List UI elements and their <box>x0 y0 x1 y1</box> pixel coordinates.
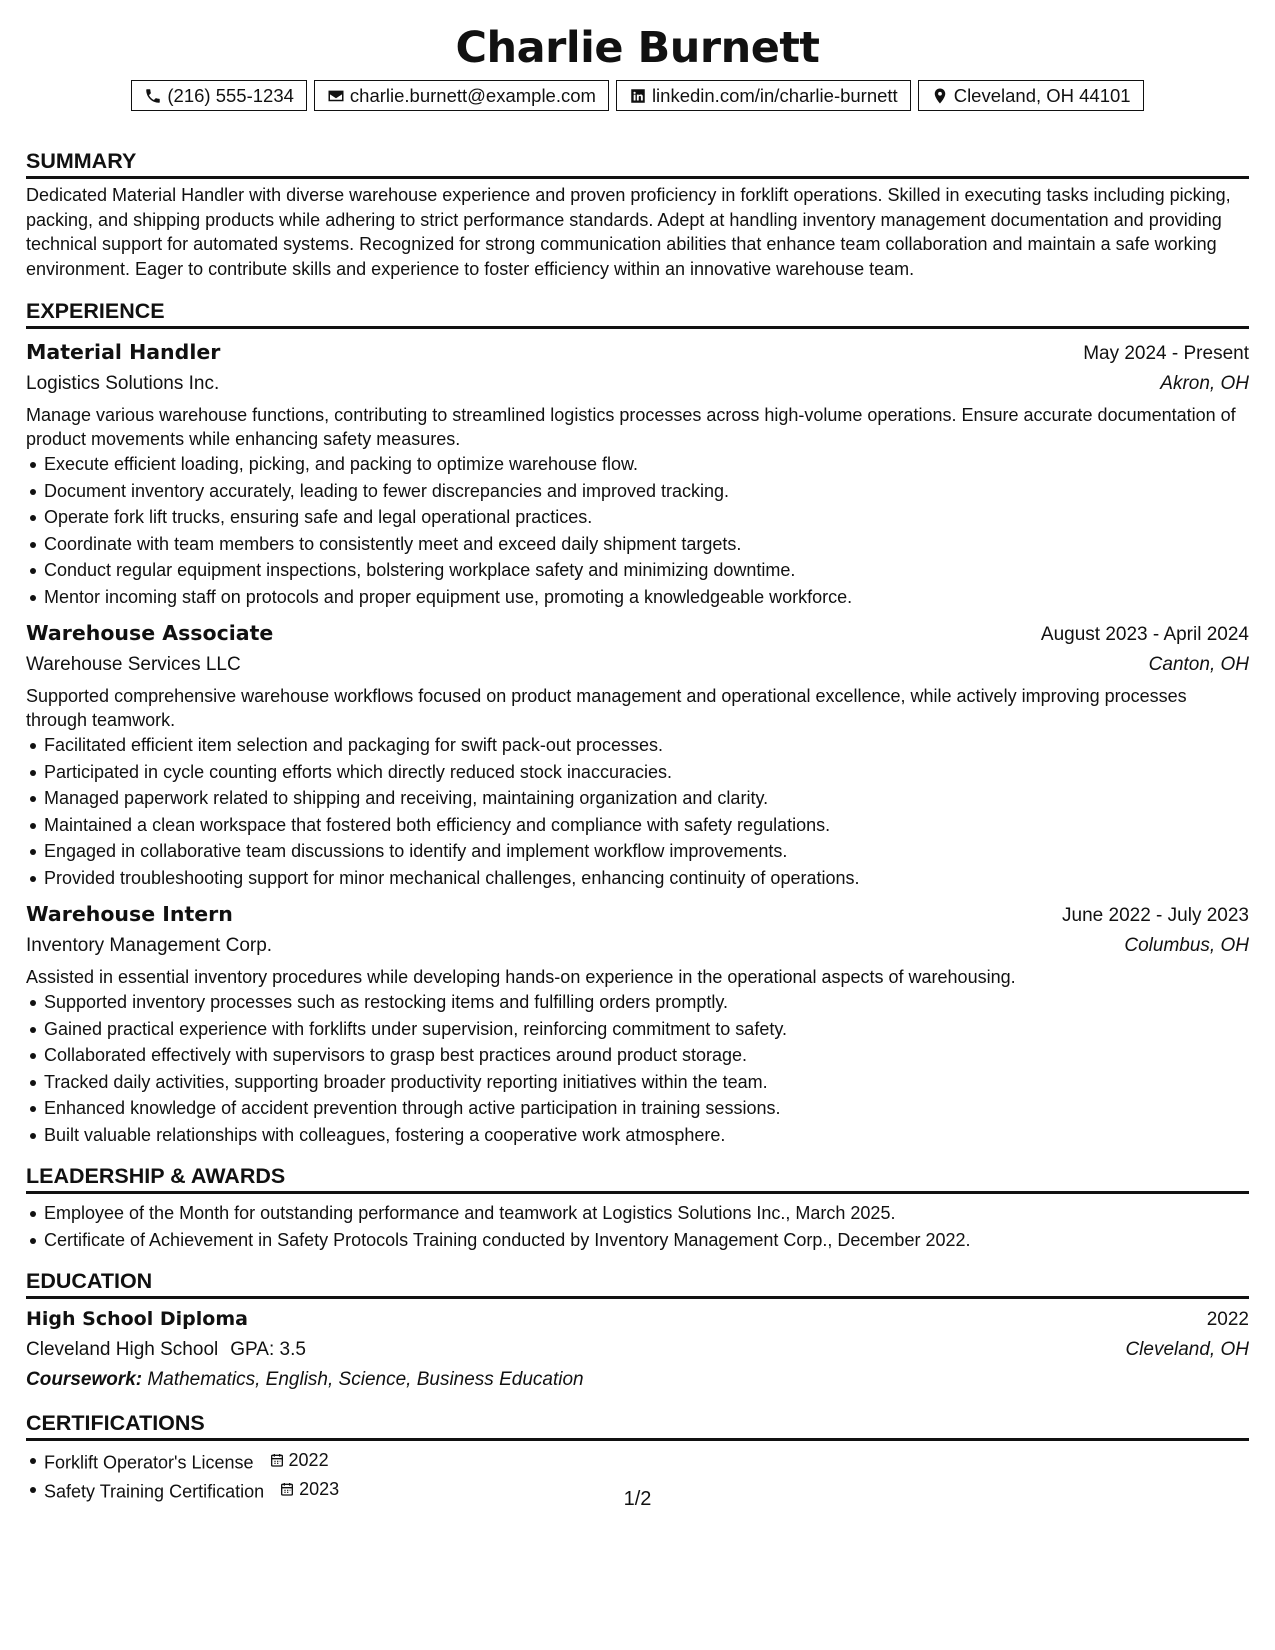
job-description: Assisted in essential inventory procedures while developing hands-on experience in the operational aspects of warehousing. <box>26 967 1016 987</box>
job-title: Warehouse Intern <box>26 902 233 926</box>
contact-email-text: charlie.burnett@example.com <box>349 84 596 106</box>
job-description: Supported comprehensive warehouse workflows focused on product management and operational excellence, while actively improving processes through teamwork. <box>26 686 1187 730</box>
job-company: Logistics Solutions Inc. <box>26 373 220 394</box>
contact-bar <box>26 80 1249 111</box>
list-item: Built valuable relationships with colleagues, fostering a cooperative work atmosphere. <box>26 1122 1249 1149</box>
contact-phone[interactable] <box>131 80 307 111</box>
contact-phone-text: (216) 555-1234 <box>167 84 294 106</box>
job-bullets <box>26 989 1249 1148</box>
job-location: Akron, OH <box>1160 373 1249 394</box>
list-item: Employee of the Month for outstanding performance and teamwork at Logistics Solutions Inc., March 2025. <box>26 1200 1249 1227</box>
job-entry <box>26 618 1249 891</box>
list-item: Participated in cycle counting efforts which directly reduced stock inaccuracies. <box>26 759 1249 786</box>
list-item: Mentor incoming staff on protocols and proper equipment use, promoting a knowledgeable workforce. <box>26 584 1249 611</box>
cert-year: 2023 <box>299 1478 340 1499</box>
contact-linkedin-text: linkedin.com/in/charlie-burnett <box>651 84 898 106</box>
job-company: Warehouse Services LLC <box>26 654 241 675</box>
job-dates: August 2023 - April 2024 <box>1040 624 1249 645</box>
coursework-text: Mathematics, English, Science, Business Education <box>147 1369 584 1390</box>
education-location: Cleveland, OH <box>1125 1339 1249 1360</box>
list-item: Provided troubleshooting support for minor mechanical challenges, enhancing continuity of operations. <box>26 865 1249 892</box>
contact-email[interactable] <box>314 80 609 111</box>
job-company: Inventory Management Corp. <box>26 935 273 956</box>
candidate-name: Charlie Burnett <box>455 23 820 73</box>
job-bullets <box>26 732 1249 891</box>
list-item <box>26 1447 1249 1476</box>
education-entry <box>26 1305 1249 1395</box>
job-location: Canton, OH <box>1148 654 1249 675</box>
list-item: Document inventory accurately, leading to fewer discrepancies and improved tracking. <box>26 478 1249 505</box>
envelope-icon <box>327 87 345 105</box>
contact-location-text: Cleveland, OH 44101 <box>953 84 1131 106</box>
list-item: Operate fork lift trucks, ensuring safe and legal operational practices. <box>26 504 1249 531</box>
page-number: 1/2 <box>623 1488 652 1510</box>
phone-icon <box>144 87 162 105</box>
list-item: Tracked daily activities, supporting broader productivity reporting initiatives within the team. <box>26 1069 1249 1096</box>
education-year: 2022 <box>1206 1309 1249 1330</box>
list-item: Supported inventory processes such as restocking items and fulfilling orders promptly. <box>26 989 1249 1016</box>
list-item: Conduct regular equipment inspections, bolstering workplace safety and minimizing downtime. <box>26 557 1249 584</box>
list-item: Gained practical experience with forklifts under supervision, reinforcing commitment to safety. <box>26 1016 1249 1043</box>
list-item: Facilitated efficient item selection and packaging for swift pack-out processes. <box>26 732 1249 759</box>
job-bullets <box>26 451 1249 610</box>
cert-name: Forklift Operator's License <box>44 1452 254 1473</box>
education-coursework <box>26 1365 1249 1395</box>
cert-name: Safety Training Certification <box>44 1481 265 1501</box>
job-title: Warehouse Associate <box>26 621 274 645</box>
list-item: Managed paperwork related to shipping and receiving, maintaining organization and clarity. <box>26 785 1249 812</box>
certifications-heading: CERTIFICATIONS <box>26 1409 1249 1441</box>
experience-heading: EXPERIENCE <box>26 297 1249 329</box>
job-entry <box>26 899 1249 1148</box>
list-item: Maintained a clean workspace that fostered both efficiency and compliance with safety regulations. <box>26 812 1249 839</box>
list-item: Execute efficient loading, picking, and packing to optimize warehouse flow. <box>26 451 1249 478</box>
resume-page <box>26 20 1249 1505</box>
map-pin-icon <box>931 87 949 105</box>
list-item: Certificate of Achievement in Safety Protocols Training conducted by Inventory Management Corp., December 2022. <box>26 1227 1249 1254</box>
job-entry <box>26 337 1249 610</box>
job-dates: May 2024 - Present <box>1083 343 1249 364</box>
linkedin-icon <box>629 87 647 105</box>
awards-list <box>26 1200 1249 1253</box>
education-degree: High School Diploma <box>26 1308 248 1330</box>
job-description: Manage various warehouse functions, contributing to streamlined logistics processes across high-volume operations. Ensure accurate documentation of product movements while enhancing safety measures. <box>26 405 1236 449</box>
cert-year: 2022 <box>288 1450 329 1470</box>
summary-heading: SUMMARY <box>26 147 1249 179</box>
list-item: Engaged in collaborative team discussions to identify and implement workflow improvements. <box>26 838 1249 865</box>
calendar-icon <box>269 1452 285 1468</box>
job-title: Material Handler <box>26 340 221 364</box>
education-heading: EDUCATION <box>26 1267 1249 1299</box>
list-item: Enhanced knowledge of accident prevention through active participation in training sessions. <box>26 1095 1249 1122</box>
coursework-label: Coursework: <box>26 1369 143 1390</box>
list-item: Collaborated effectively with supervisors to grasp best practices around product storage. <box>26 1042 1249 1069</box>
job-location: Columbus, OH <box>1124 935 1249 956</box>
list-item: Coordinate with team members to consistently meet and exceed daily shipment targets. <box>26 531 1249 558</box>
awards-heading: LEADERSHIP & AWARDS <box>26 1162 1249 1194</box>
contact-location[interactable] <box>918 80 1144 111</box>
education-school: Cleveland High School <box>26 1339 219 1360</box>
summary-text: Dedicated Material Handler with diverse warehouse experience and proven proficiency in forklift operations. Skilled in executing tasks including picking, packing, and shipping products while adhering to strict performance standards. Adept at handling inventory management documentation and providing technical support for automated systems. Recognized for strong communication abilities that enhance team collaboration and maintain a safe working environment. Eager to contribute skills and experience to foster efficiency within an innovative warehouse team. <box>26 185 1231 279</box>
job-dates: June 2022 - July 2023 <box>1062 905 1249 926</box>
contact-linkedin[interactable] <box>616 80 911 111</box>
education-gpa: GPA: 3.5 <box>230 1339 306 1360</box>
